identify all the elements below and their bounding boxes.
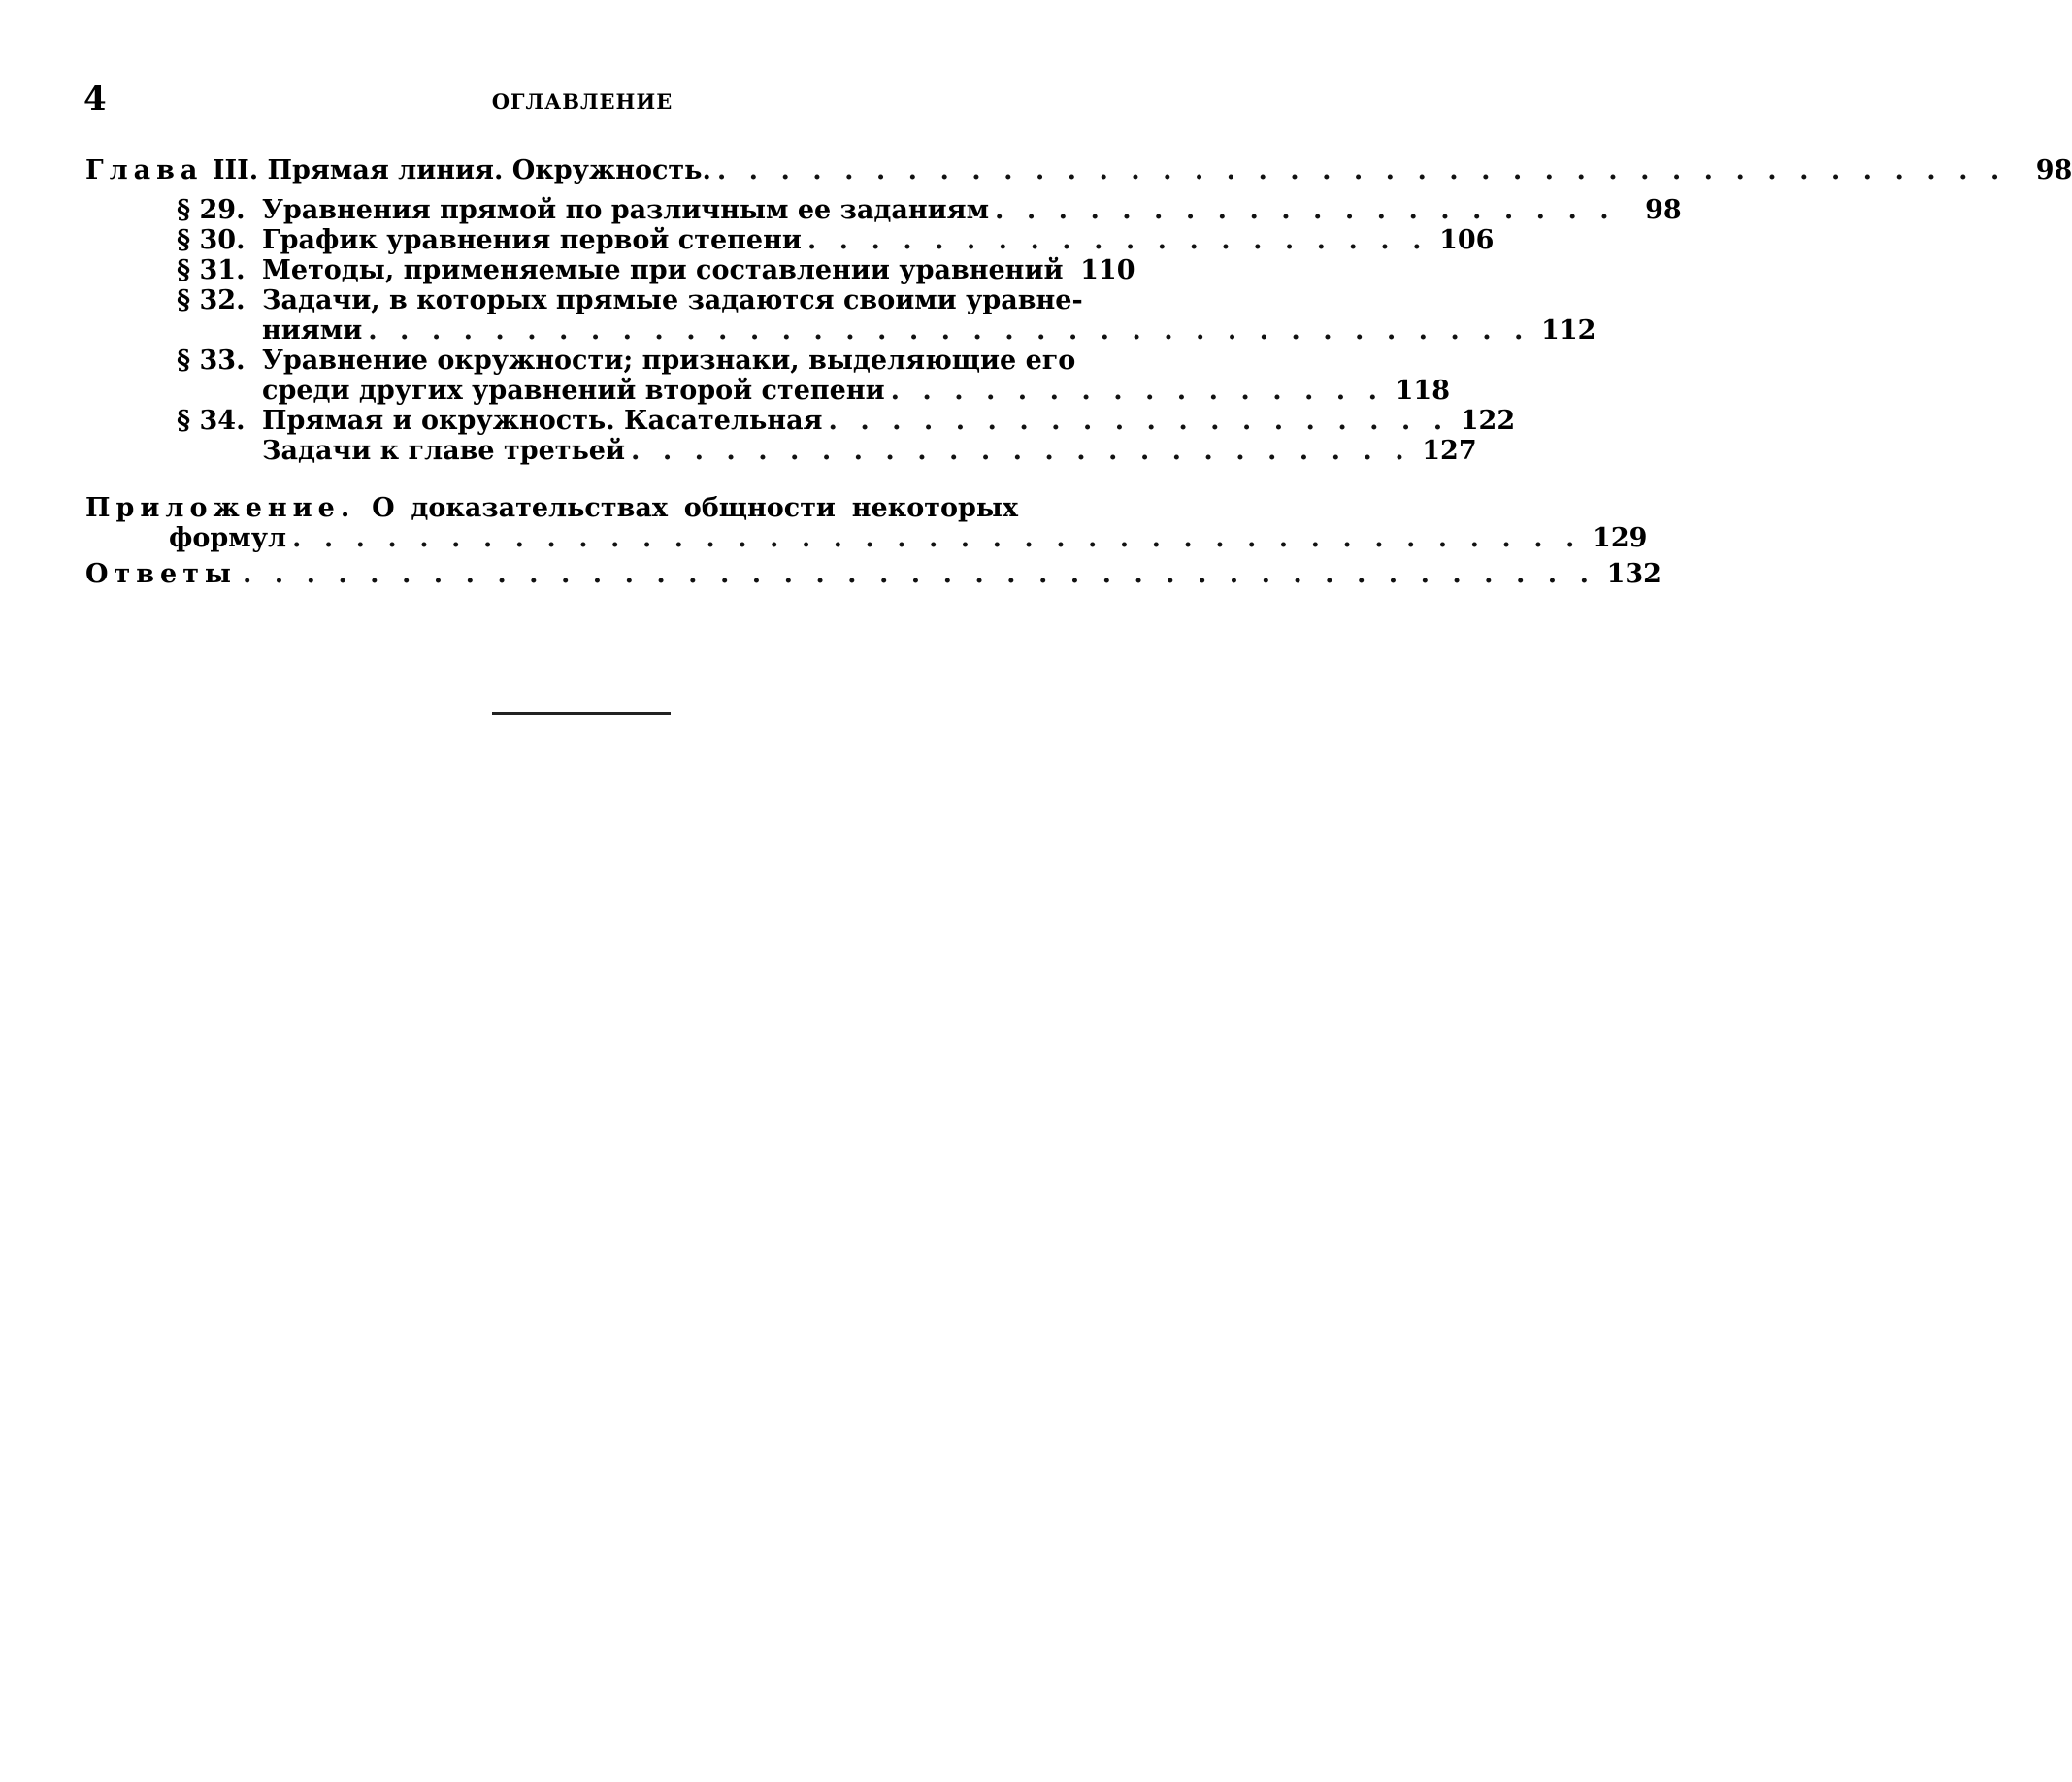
appendix-label: Приложение. [85,493,356,523]
page-ref: 118 [1395,376,1451,406]
section-title: Задачи, в которых прямые задаются своими уравне- [262,285,1083,315]
section-title: Методы, применяемые при составлении уравнений [262,255,1064,285]
tasks-title: Задачи к главе третьей [262,436,626,466]
toc-section-row [85,225,1495,255]
appendix-word: О [372,493,395,523]
page-ref: 112 [1541,315,1596,346]
appendix-word: общности [683,493,836,523]
appendix-word: некоторых [851,493,1018,523]
appendix-title-continuation: формул [169,523,287,553]
leader-dots: . . . . . . . . . . . . . . . . . . . . . . . . . . . . . . . . . . . . . [368,315,1530,346]
toc-section-row-first-line [85,346,1078,376]
leader-dots: . . . . . . . . . . . . . . . . . . . . [806,225,1429,255]
page-ref: 132 [1606,559,1661,589]
section-title-continuation: ниями [262,315,363,346]
page-ref: 98 [1645,195,1682,225]
toc-answers-row [85,559,1661,589]
toc-section-row-continuation [85,376,1451,406]
chapter-label: Глава [85,155,204,185]
section-number: § 29. [177,195,246,225]
answers-label: Ответы [85,559,237,589]
leader-dots: . . . . . . . . . . . . . . . . [890,376,1385,406]
page-number: 4 [83,80,107,118]
section-number: § 31. [177,255,246,285]
toc-section-row [85,195,1682,225]
end-rule [492,712,671,715]
toc-chapter-row [85,155,2072,185]
chapter-number: III. [212,155,259,185]
page-ref: 98 [2035,155,2072,185]
page-ref: 110 [1080,255,1135,285]
toc-appendix [85,493,1648,553]
leader-dots: . . . . . . . . . . . . . . . . . . . . [828,406,1450,436]
section-title: Уравнения прямой по различным ее заданиям [262,195,990,225]
section-title: Уравнение окружности; признаки, выделяющие его [262,346,1076,376]
section-number: § 34. [177,406,246,436]
leader-dots: . . . . . . . . . . . . . . . . . . . . . . . . . . . . . . . . . . . . . . . . . . . [242,559,1595,589]
toc-section-row [85,255,1135,285]
leader-dots: . . . . . . . . . . . . . . . . . . . . [995,195,1616,225]
table-of-contents [85,155,2072,589]
section-number: § 30. [177,225,246,255]
leader-dots: . . . . . . . . . . . . . . . . . . . . . . . . . . . . . . . . . . . . . . . . . [716,155,2007,185]
toc-section-row-continuation [85,315,1596,346]
section-title: График уравнения первой степени [262,225,802,255]
leader-dots: . . . . . . . . . . . . . . . . . . . . . . . . . . . . . . . . . . . . . . . . . [292,523,1582,553]
appendix-word: доказательствах [411,493,668,523]
running-title: ОГЛАВЛЕНИЕ [491,89,674,114]
page-ref: 129 [1593,523,1648,553]
chapter-title [85,155,711,185]
toc-section-row-first-line [85,285,1083,315]
section-title: Прямая и окружность. Касательная [262,406,823,436]
appendix-continuation [85,523,1648,553]
toc-tasks-row [85,436,1477,466]
page-ref: 127 [1422,436,1477,466]
section-title-continuation: среди других уравнений второй степени [262,376,885,406]
section-number: § 32. [177,285,246,315]
toc-section-row [85,406,1516,436]
chapter-name: Прямая линия. Окружность. [267,155,711,185]
section-number: § 33. [177,346,246,376]
page-ref: 106 [1439,225,1495,255]
appendix-first-line [85,493,1078,523]
leader-dots: . . . . . . . . . . . . . . . . . . . . . . . . . [631,436,1411,466]
page-ref: 122 [1460,406,1516,436]
